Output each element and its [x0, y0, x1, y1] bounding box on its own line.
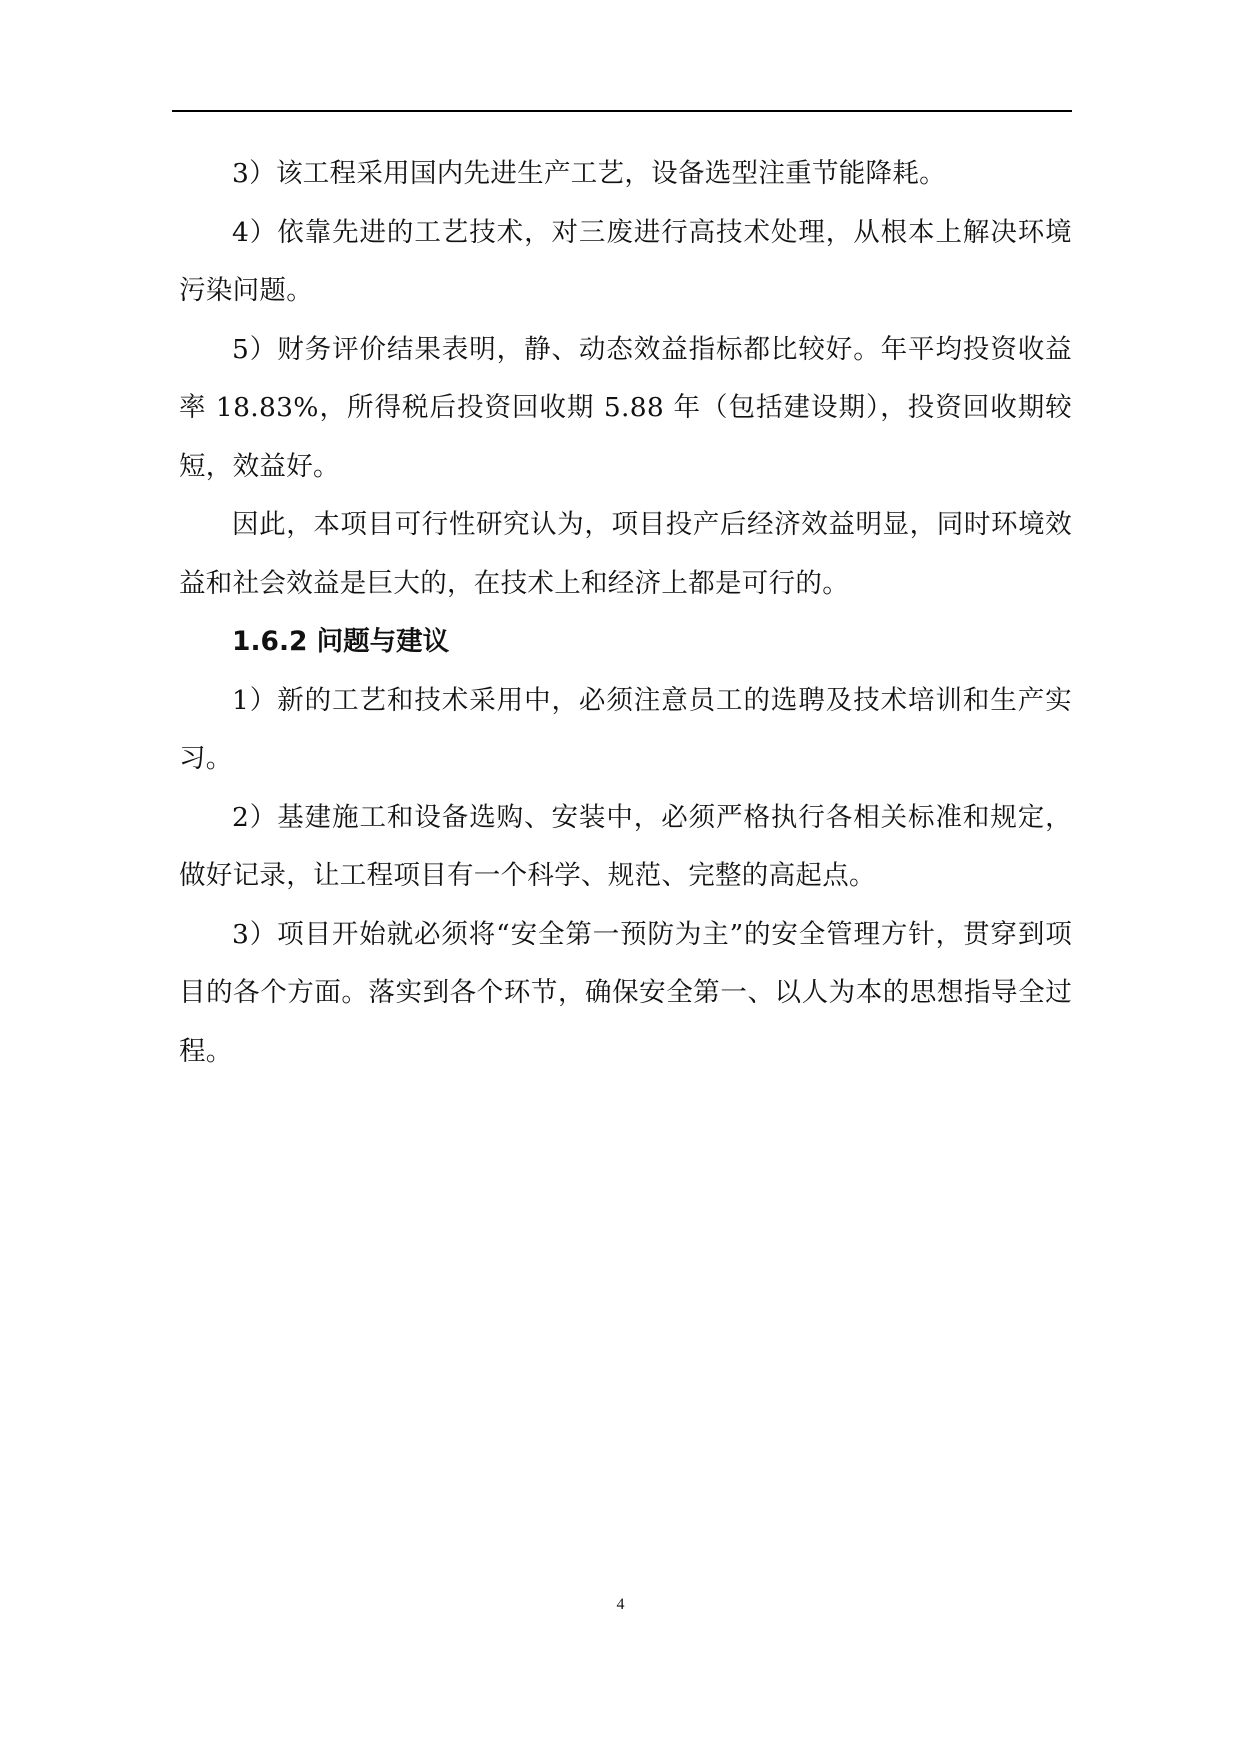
document-body	[179, 145, 1072, 1081]
paragraph-summary: 因此，本项目可行性研究认为，项目投产后经济效益明显，同时环境效益和社会效益是巨大的，在技术上和经济上都是可行的。	[179, 509, 1072, 599]
suggestion-2: 2）基建施工和设备选购、安装中，必须严格执行各相关标准和规定，做好记录，让工程项目有一个科学、规范、完整的高起点。	[179, 801, 1072, 891]
paragraph-conclusion-4: 4）依靠先进的工艺技术，对三废进行高技术处理，从根本上解决环境污染问题。	[179, 216, 1072, 306]
header-rule	[172, 110, 1072, 112]
paragraph-conclusion-3: 3）该工程采用国内先进生产工艺，设备选型注重节能降耗。	[232, 158, 946, 189]
suggestion-3: 3）项目开始就必须将“安全第一预防为主”的安全管理方针，贯穿到项目的各个方面。落实到各个环节，确保安全第一、以人为本的思想指导全过程。	[179, 918, 1072, 1067]
page-number: 4	[616, 1596, 625, 1613]
section-heading: 1.6.2 问题与建议	[232, 626, 450, 657]
paragraph-conclusion-5: 5）财务评价结果表明，静、动态效益指标都比较好。年平均投资收益率 18.83%，所得税后投资回收期 5.88 年（包括建设期），投资回收期较短，效益好。	[179, 333, 1072, 482]
suggestion-1: 1）新的工艺和技术采用中，必须注意员工的选聘及技术培训和生产实习。	[179, 684, 1072, 774]
